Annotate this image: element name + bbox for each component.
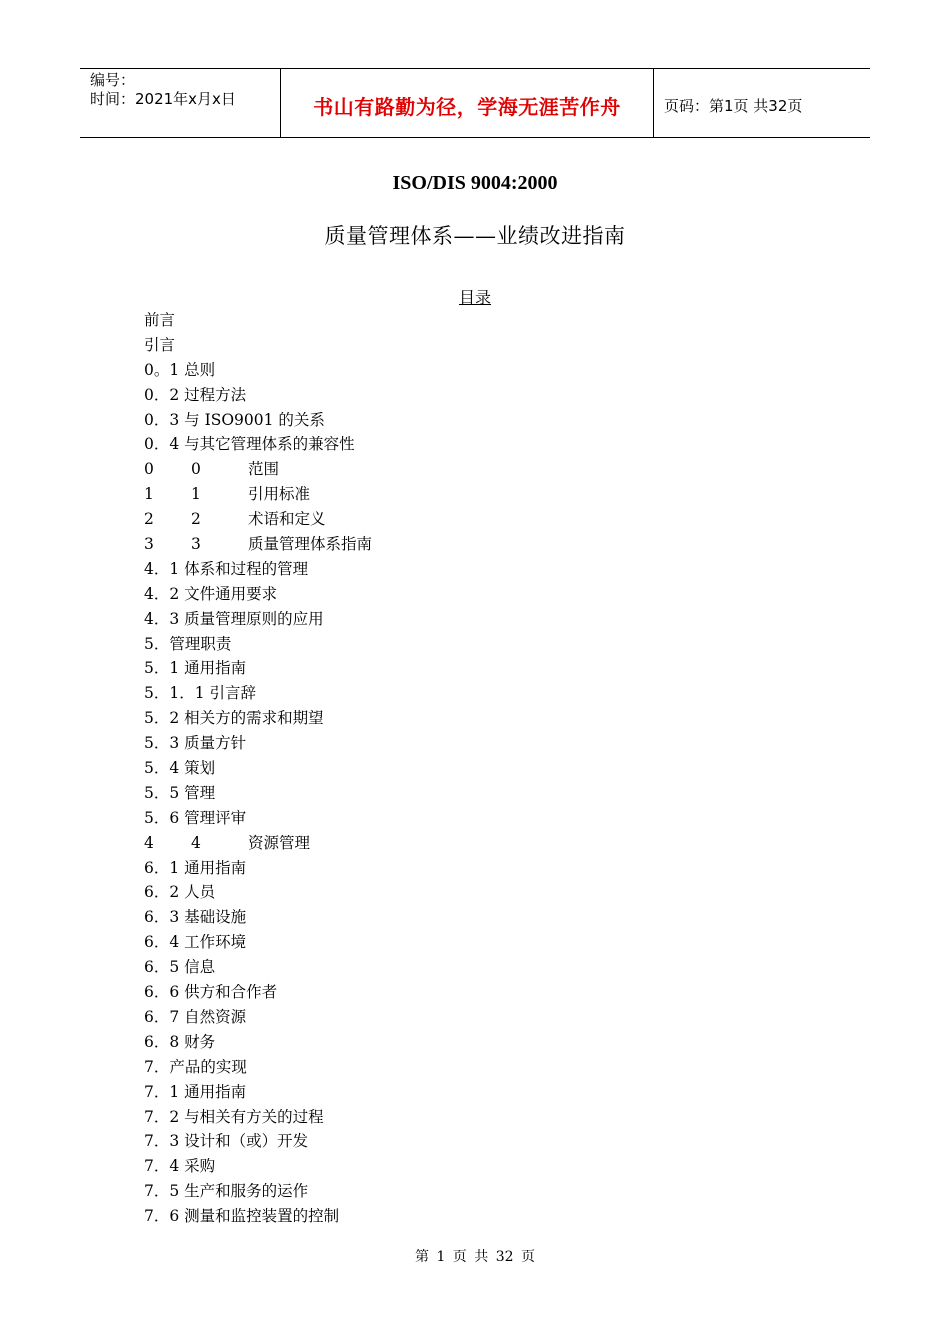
- header-motto-cell: [281, 69, 654, 137]
- toc-entry: [144, 1154, 372, 1179]
- toc-entry-text: 0．2 过程方法: [144, 385, 247, 404]
- toc-entry-text: 5．5 管理: [144, 783, 216, 802]
- toc-entry: [144, 1204, 372, 1229]
- toc-entry-text: 5．1．1 引言辞: [144, 684, 257, 703]
- toc-entry: [144, 731, 372, 756]
- toc-entry-number: 2: [144, 510, 154, 529]
- header-page-cell: [654, 71, 870, 139]
- header-page-info: 页码：第1页 共32页: [664, 96, 803, 115]
- toc-entry: [144, 383, 372, 408]
- toc-entry: [144, 1055, 372, 1080]
- toc-entry-label: 范围: [248, 460, 280, 479]
- toc-entry-number: 4: [144, 833, 154, 852]
- toc-entry-text: 7．2 与相关有方关的过程: [144, 1107, 324, 1126]
- toc-entry: [144, 632, 372, 657]
- header-motto: 书山有路勤为径，学海无涯苦作舟: [313, 94, 621, 119]
- toc-entry-text: 7．6 测量和监控装置的控制: [144, 1207, 340, 1226]
- toc-entry: [144, 432, 372, 457]
- toc-entry-number: 0: [144, 460, 154, 479]
- toc-entry-number: 1: [191, 485, 201, 504]
- toc-entry-text: 7．4 采购: [144, 1157, 216, 1176]
- toc-entry-label: 资源管理: [248, 833, 311, 852]
- toc-entry-text: 6．8 财务: [144, 1032, 216, 1051]
- toc-entry-text: 7．5 生产和服务的运作: [144, 1182, 309, 1201]
- toc-entry-text: 7．1 通用指南: [144, 1082, 247, 1101]
- toc-entry-text: 0．3 与 ISO9001 的关系: [144, 410, 325, 429]
- toc-entry: [144, 308, 372, 333]
- toc-entry-number: 1: [144, 485, 154, 504]
- toc-entry-number: 4: [191, 833, 201, 852]
- toc-entry: [144, 1105, 372, 1130]
- toc-entry: [144, 607, 372, 632]
- toc-entry-text: 5．2 相关方的需求和期望: [144, 709, 324, 728]
- toc-entry-text: 5．6 管理评审: [144, 808, 247, 827]
- header-table: [80, 68, 870, 138]
- toc-entry: [144, 408, 372, 433]
- toc-entry: [144, 681, 372, 706]
- toc-entry-label: 质量管理体系指南: [248, 535, 373, 554]
- toc-entry-text: 7．产品的实现: [144, 1057, 247, 1076]
- toc-entry: [144, 955, 372, 980]
- toc-entry: [144, 706, 372, 731]
- page-footer: 第 1 页 共 32 页: [415, 1249, 535, 1265]
- toc-entry-number: 0: [191, 460, 201, 479]
- toc-entry: [144, 880, 372, 905]
- toc-entry-text: 4．2 文件通用要求: [144, 584, 278, 603]
- toc-entry-text: 6．7 自然资源: [144, 1007, 247, 1026]
- toc-heading: 目录: [458, 288, 491, 307]
- toc-entry: [144, 1179, 372, 1204]
- toc-entry: [144, 980, 372, 1005]
- toc-entry: [144, 856, 372, 881]
- toc-entry-text: 4．3 质量管理原则的应用: [144, 609, 324, 628]
- document-number-label: 编号：: [90, 71, 136, 89]
- toc-entry-text: 0．4 与其它管理体系的兼容性: [144, 435, 355, 454]
- document-title: ISO/DIS 9004:2000: [392, 172, 558, 194]
- toc-entry: [144, 781, 372, 806]
- toc-entry: [144, 831, 372, 856]
- toc-entry-text: 5．管理职责: [144, 634, 232, 653]
- toc-entry: [144, 582, 372, 607]
- toc-entry-text: 前言: [144, 311, 176, 329]
- toc-entry: [144, 507, 372, 532]
- toc-entry-text: 引言: [144, 335, 176, 354]
- toc-entry-text: 5．4 策划: [144, 759, 216, 778]
- toc-entry: [144, 656, 372, 681]
- toc-entry-text: 6．6 供方和合作者: [144, 983, 278, 1002]
- toc-entry: [144, 333, 372, 358]
- toc-entry-text: 0。1 总则: [144, 360, 216, 379]
- toc-entry: [144, 1030, 372, 1055]
- toc-entry: [144, 1129, 372, 1154]
- table-of-contents: [144, 308, 372, 1229]
- document-subtitle: 质量管理体系——业绩改进指南: [324, 224, 626, 248]
- toc-entry-number: 3: [144, 535, 154, 554]
- toc-entry: [144, 756, 372, 781]
- toc-entry: [144, 1080, 372, 1105]
- toc-entry: [144, 457, 372, 482]
- toc-entry-text: 6．2 人员: [144, 883, 216, 902]
- toc-entry: [144, 1005, 372, 1030]
- toc-entry: [144, 482, 372, 507]
- toc-entry-text: 6．5 信息: [144, 958, 216, 977]
- toc-entry: [144, 358, 372, 383]
- toc-entry-text: 5．1 通用指南: [144, 659, 247, 678]
- toc-entry-text: 7．3 设计和（或）开发: [144, 1132, 309, 1151]
- toc-entry-label: 引用标准: [248, 485, 311, 504]
- toc-entry: [144, 930, 372, 955]
- toc-entry-number: 2: [191, 510, 201, 529]
- toc-entry: [144, 532, 372, 557]
- document-time-label: 时间：2021年x月x日: [90, 90, 236, 108]
- header-meta-cell: [80, 69, 281, 137]
- toc-entry-text: 4．1 体系和过程的管理: [144, 559, 309, 578]
- toc-entry-number: 3: [191, 535, 201, 554]
- toc-entry-text: 6．1 通用指南: [144, 858, 247, 877]
- toc-entry: [144, 905, 372, 930]
- toc-entry: [144, 557, 372, 582]
- toc-entry-text: 5．3 质量方针: [144, 734, 247, 753]
- toc-entry-text: 6．4 工作环境: [144, 933, 247, 952]
- toc-entry: [144, 806, 372, 831]
- toc-entry-text: 6．3 基础设施: [144, 908, 247, 927]
- toc-entry-label: 术语和定义: [248, 510, 326, 529]
